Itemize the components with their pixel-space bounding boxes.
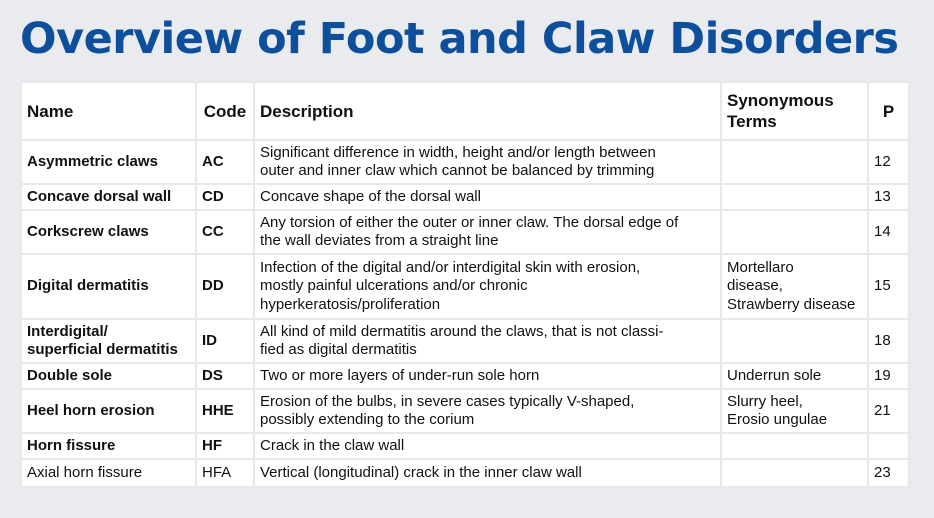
- disorders-table: [20, 81, 910, 488]
- row-synonymous-terms: Mortellaro disease, Strawberry disease: [721, 254, 868, 319]
- row-page: 12: [868, 140, 909, 184]
- table-row: [21, 210, 909, 254]
- row-code: DD: [196, 254, 254, 319]
- row-name: Digital dermatitis: [21, 254, 196, 319]
- row-page: 23: [868, 459, 909, 487]
- table-row: [21, 433, 909, 459]
- table-row: [21, 459, 909, 487]
- row-name: Interdigital/ superficial dermatitis: [21, 319, 196, 363]
- row-name: Concave dorsal wall: [21, 184, 196, 210]
- table-row: [21, 389, 909, 433]
- row-page: 18: [868, 319, 909, 363]
- row-synonymous-terms: [721, 459, 868, 487]
- row-synonymous-terms: [721, 140, 868, 184]
- row-description: Vertical (longitudinal) crack in the inner claw wall: [254, 459, 721, 487]
- row-description: Any torsion of either the outer or inner claw. The dorsal edge of the wall deviates from a straight line: [254, 210, 721, 254]
- header-synonymous-terms: Synonymous Terms: [721, 82, 868, 140]
- row-page: 21: [868, 389, 909, 433]
- row-synonymous-terms: [721, 210, 868, 254]
- row-name: Double sole: [21, 363, 196, 389]
- row-page: 15: [868, 254, 909, 319]
- table-row: [21, 254, 909, 319]
- row-description: Significant difference in width, height and/or length between outer and inner claw which cannot be balanced by trimming: [254, 140, 721, 184]
- row-synonymous-terms: [721, 319, 868, 363]
- header-name: Name: [21, 82, 196, 140]
- row-page: 19: [868, 363, 909, 389]
- row-code: HFA: [196, 459, 254, 487]
- table-row: [21, 363, 909, 389]
- row-page: [868, 433, 909, 459]
- row-synonymous-terms: [721, 433, 868, 459]
- row-code: HHE: [196, 389, 254, 433]
- page-title: Overview of Foot and Claw Disorders: [20, 14, 899, 64]
- row-page: 14: [868, 210, 909, 254]
- row-name: Heel horn erosion: [21, 389, 196, 433]
- row-synonymous-terms: Slurry heel, Erosio ungulae: [721, 389, 868, 433]
- table-row: [21, 184, 909, 210]
- row-name: Asymmetric claws: [21, 140, 196, 184]
- header-description: Description: [254, 82, 721, 140]
- row-description: Crack in the claw wall: [254, 433, 721, 459]
- row-name: Axial horn fissure: [21, 459, 196, 487]
- header-code: Code: [196, 82, 254, 140]
- row-description: Erosion of the bulbs, in severe cases typically V-shaped, possibly extending to the corium: [254, 389, 721, 433]
- row-name: Corkscrew claws: [21, 210, 196, 254]
- row-description: Concave shape of the dorsal wall: [254, 184, 721, 210]
- row-name: Horn fissure: [21, 433, 196, 459]
- row-code: ID: [196, 319, 254, 363]
- row-code: HF: [196, 433, 254, 459]
- row-page: 13: [868, 184, 909, 210]
- row-description: Infection of the digital and/or interdigital skin with erosion, mostly painful ulcerations and/or chronic hyperkeratosis/proliferation: [254, 254, 721, 319]
- table-header-row: [21, 82, 909, 140]
- row-description: Two or more layers of under-run sole horn: [254, 363, 721, 389]
- row-synonymous-terms: Underrun sole: [721, 363, 868, 389]
- row-code: CD: [196, 184, 254, 210]
- row-code: CC: [196, 210, 254, 254]
- table-row: [21, 140, 909, 184]
- row-description: All kind of mild dermatitis around the claws, that is not classi- fied as digital dermatitis: [254, 319, 721, 363]
- row-code: DS: [196, 363, 254, 389]
- header-page: P: [868, 82, 909, 140]
- row-code: AC: [196, 140, 254, 184]
- row-synonymous-terms: [721, 184, 868, 210]
- table-row: [21, 319, 909, 363]
